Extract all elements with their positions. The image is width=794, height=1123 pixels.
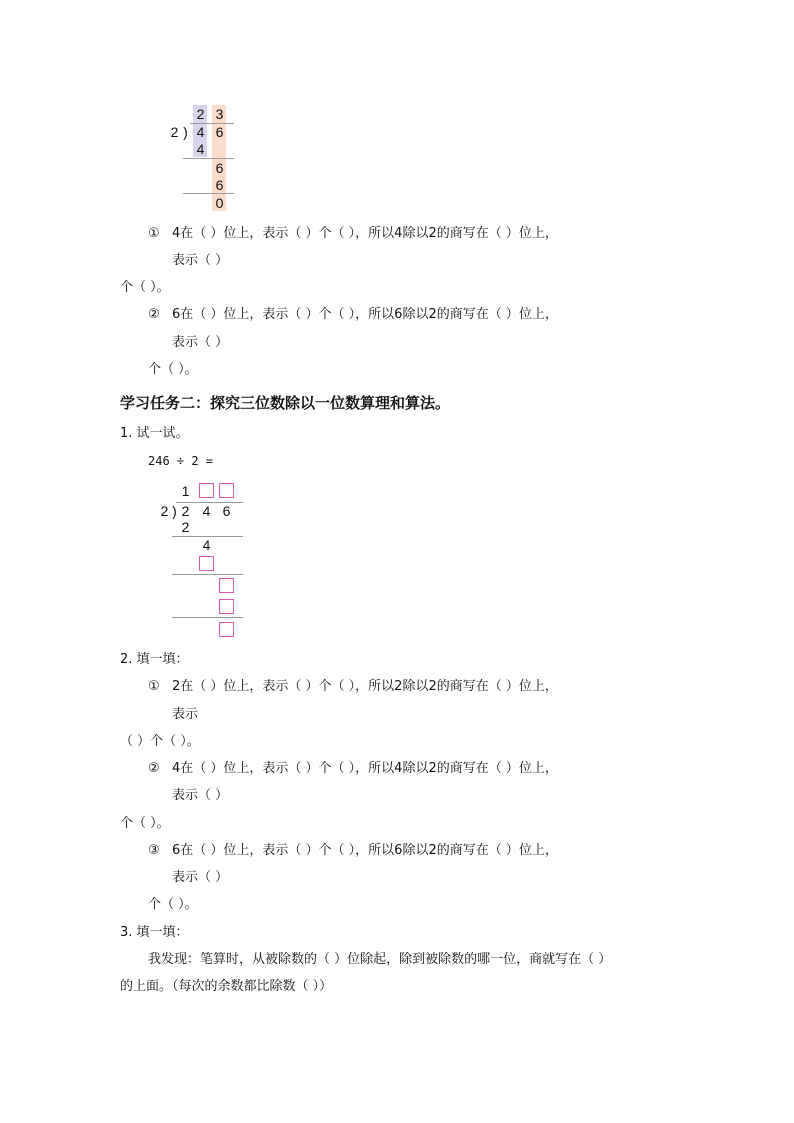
divisor: 2 [170, 124, 179, 140]
section3-line2: 的上面。（每次的余数都比除数（ ）） [120, 979, 333, 994]
subtract-product-1: 2 [181, 519, 190, 535]
subtraction-line-3 [172, 617, 243, 618]
dividend-hundreds-digit: 2 [181, 503, 190, 519]
ex1-item2-line2: 表示（ ） [172, 335, 229, 350]
s2-item1-number: ① [148, 679, 160, 694]
section1-label: 1. 试一试。 [120, 426, 189, 441]
dividend-ones-digit: 6 [215, 124, 224, 140]
s2-item3-number: ③ [148, 843, 160, 858]
s2-item3-line2: 表示（ ） [172, 870, 229, 885]
answer-box-product-2[interactable] [199, 556, 214, 571]
quotient-ones-digit: 3 [215, 106, 224, 122]
section3-line1: 我发现：笔算时，从被除数的（ ）位除起，除到被除数的哪一位，商就写在（ ） [148, 952, 612, 967]
s2-item1-line3: （ ）个（ ）。 [120, 734, 200, 749]
remainder-bringdown-1: 4 [202, 537, 211, 553]
task2-title: 学习任务二：探究三位数除以一位数算理和算法。 [120, 394, 451, 412]
section2-label: 2. 填一填： [120, 652, 189, 667]
answer-box-bringdown-2[interactable] [219, 578, 234, 593]
section1-equation: 246 ÷ 2 = [148, 454, 214, 468]
s2-item2-number: ② [148, 761, 160, 776]
s2-item1-line1: 2在（ ）位上，表示（ ）个（ ），所以2除以2的商写在（ ）位上， [172, 679, 558, 694]
remainder-bringdown-1: 6 [215, 160, 224, 176]
ex1-item2-line3: 个（ ）。 [148, 362, 198, 377]
s2-item3-line1: 6在（ ）位上，表示（ ）个（ ），所以6除以2的商写在（ ）位上， [172, 843, 558, 858]
section3-label: 3. 填一填： [120, 925, 189, 940]
ex1-item2-line1: 6在（ ）位上，表示（ ）个（ ），所以6除以2的商写在（ ）位上， [172, 307, 558, 322]
dividend-ones-digit: 6 [222, 503, 231, 519]
subtract-product-2: 6 [215, 177, 224, 193]
ex1-item1-line3: 个（ ）。 [120, 280, 170, 295]
quotient-hundreds-digit: 1 [181, 483, 190, 499]
s2-item1-line2: 表示 [172, 707, 199, 722]
dividend-tens-digit: 4 [196, 124, 205, 140]
subtract-product-1: 4 [196, 141, 205, 157]
answer-box-remainder[interactable] [219, 622, 234, 637]
divisor: 2 [160, 503, 169, 519]
answer-box-product-3[interactable] [219, 599, 234, 614]
ex1-item2-number: ② [148, 307, 160, 322]
s2-item2-line1: 4在（ ）位上，表示（ ）个（ ），所以4除以2的商写在（ ）位上， [172, 761, 558, 776]
subtraction-line-2 [183, 193, 234, 194]
s2-item2-line3: 个（ ）。 [120, 816, 170, 831]
answer-box-quotient-tens[interactable] [199, 483, 214, 498]
s2-item3-line3: 个（ ）。 [148, 897, 198, 912]
s2-item2-line2: 表示（ ） [172, 788, 229, 803]
subtraction-line-1 [183, 158, 234, 159]
ex1-item1-line2: 表示（ ） [172, 253, 229, 268]
ex1-item1-line1: 4在（ ）位上，表示（ ）个（ ），所以4除以2的商写在（ ）位上， [172, 226, 558, 241]
division-bracket: ) [172, 503, 177, 519]
subtraction-line-2 [172, 574, 243, 575]
quotient-tens-digit: 2 [196, 106, 205, 122]
dividend-tens-digit: 4 [202, 503, 211, 519]
final-remainder: 0 [215, 195, 224, 211]
division-bracket: ) [183, 124, 188, 140]
answer-box-quotient-ones[interactable] [219, 483, 234, 498]
ex1-item1-number: ① [148, 226, 160, 241]
